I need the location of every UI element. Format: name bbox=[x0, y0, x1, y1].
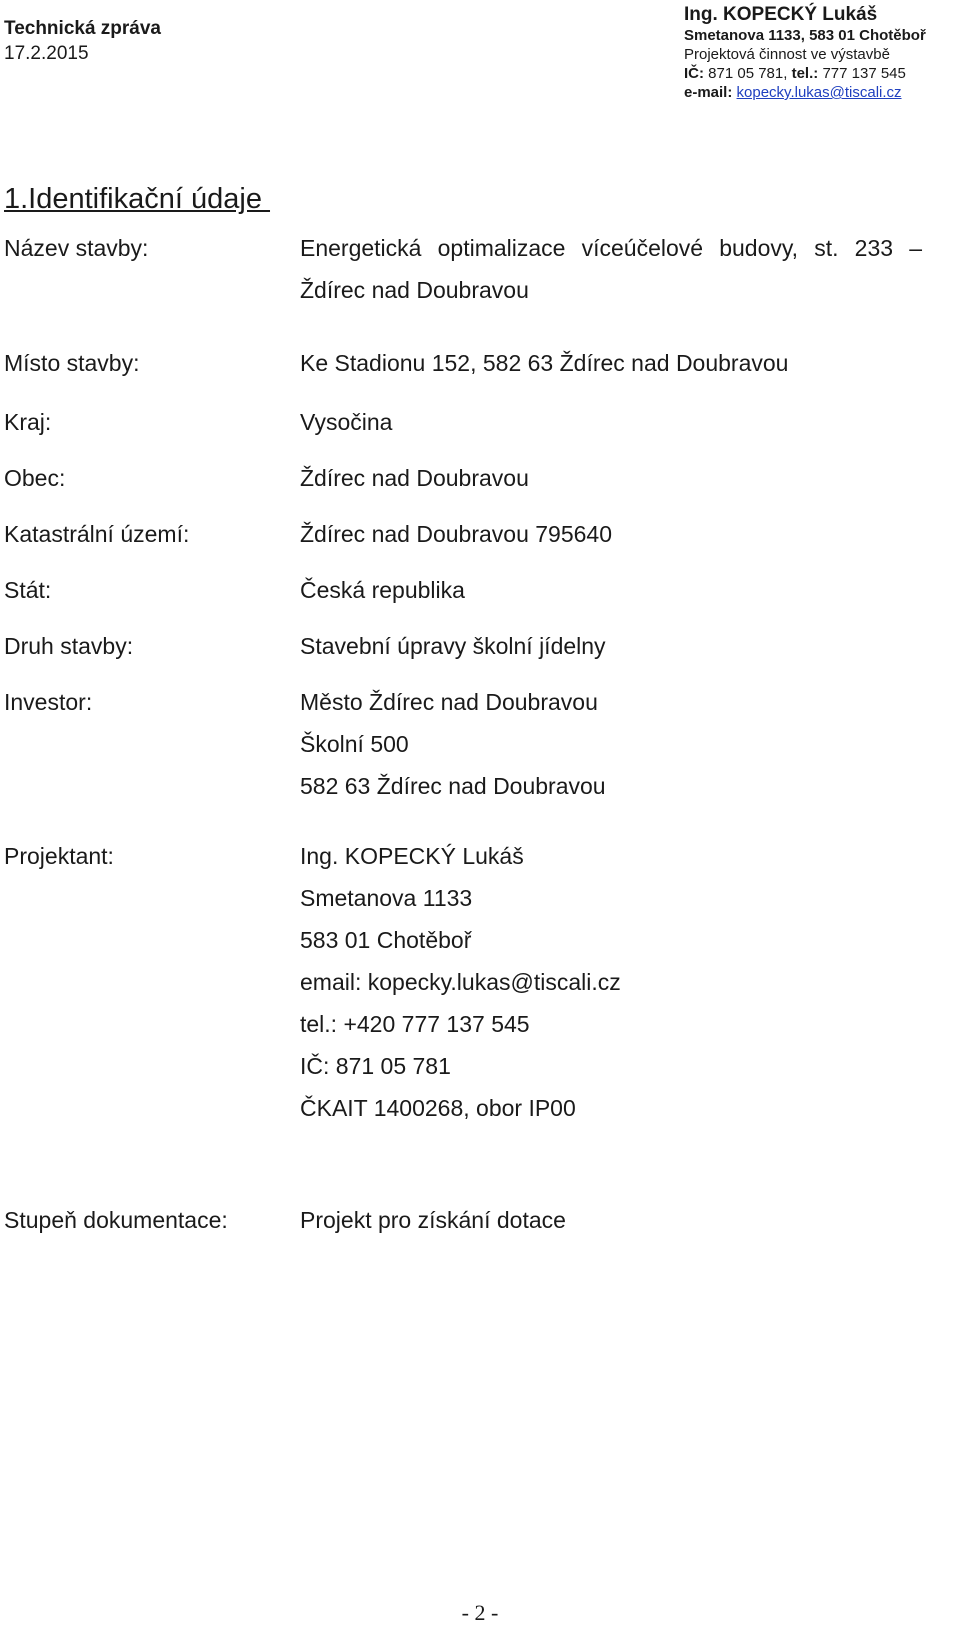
header-company bbox=[684, 4, 926, 102]
field-label: Místo stavby: bbox=[4, 350, 140, 376]
ic-value: 871 05 781, bbox=[708, 65, 788, 82]
email-link[interactable]: kopecky.lukas@tiscali.cz bbox=[736, 84, 902, 101]
tel-label: tel.: bbox=[791, 65, 819, 82]
field-value: Ždírec nad Doubravou bbox=[300, 277, 529, 303]
field-label: Druh stavby: bbox=[4, 633, 134, 659]
field-value: tel.: +420 777 137 545 bbox=[300, 1011, 530, 1037]
field-value: Město Ždírec nad Doubravou bbox=[300, 689, 598, 715]
field-value: Česká republika bbox=[300, 577, 465, 603]
field-value: Vysočina bbox=[300, 409, 393, 435]
field-value: Smetanova 1133 bbox=[300, 885, 473, 911]
field-value: 582 63 Ždírec nad Doubravou bbox=[300, 773, 606, 799]
company-contacts bbox=[684, 64, 926, 83]
tel-value: 777 137 545 bbox=[822, 65, 906, 82]
field-label: Kraj: bbox=[4, 409, 52, 435]
company-address: Smetanova 1133, 583 01 Chotěboř bbox=[684, 27, 926, 44]
field-value: Stavební úpravy školní jídelny bbox=[300, 633, 606, 659]
field-value: IČ: 871 05 781 bbox=[300, 1053, 451, 1079]
field-value: 583 01 Chotěboř bbox=[300, 927, 472, 953]
ic-label: IČ: bbox=[684, 65, 704, 82]
company-activity: Projektová činnost ve výstavbě bbox=[684, 46, 890, 63]
field-value: email: kopecky.lukas@tiscali.cz bbox=[300, 969, 621, 995]
field-value: Energetická optimalizace víceúčelové budovy, st. 233 – bbox=[300, 235, 922, 261]
email-label: e-mail: bbox=[684, 84, 733, 101]
field-value: Školní 500 bbox=[300, 731, 409, 757]
field-value: Ing. KOPECKÝ Lukáš bbox=[300, 843, 524, 869]
field-label: Název stavby: bbox=[4, 235, 149, 261]
header-left bbox=[4, 16, 161, 66]
field-label: Projektant: bbox=[4, 843, 114, 869]
field-value: Ždírec nad Doubravou bbox=[300, 465, 529, 491]
field-label: Obec: bbox=[4, 465, 66, 491]
field-value: Projekt pro získání dotace bbox=[300, 1207, 566, 1233]
field-value: ČKAIT 1400268, obor IP00 bbox=[300, 1095, 576, 1121]
field-value: Ke Stadionu 152, 582 63 Ždírec nad Doubravou bbox=[300, 350, 789, 376]
page-number: - 2 - bbox=[461, 1600, 499, 1625]
field-label: Stupeň dokumentace: bbox=[4, 1207, 228, 1233]
field-label: Katastrální území: bbox=[4, 521, 190, 547]
company-name: Ing. KOPECKÝ Lukáš bbox=[684, 4, 878, 25]
section-title: 1.Identifikační údaje bbox=[4, 183, 271, 215]
document-date: 17.2.2015 bbox=[4, 43, 89, 64]
field-label: Stát: bbox=[4, 577, 52, 603]
field-value: Ždírec nad Doubravou 795640 bbox=[300, 521, 612, 547]
field-label: Investor: bbox=[4, 689, 93, 715]
company-email-line bbox=[684, 83, 926, 102]
document-title: Technická zpráva bbox=[4, 18, 162, 39]
